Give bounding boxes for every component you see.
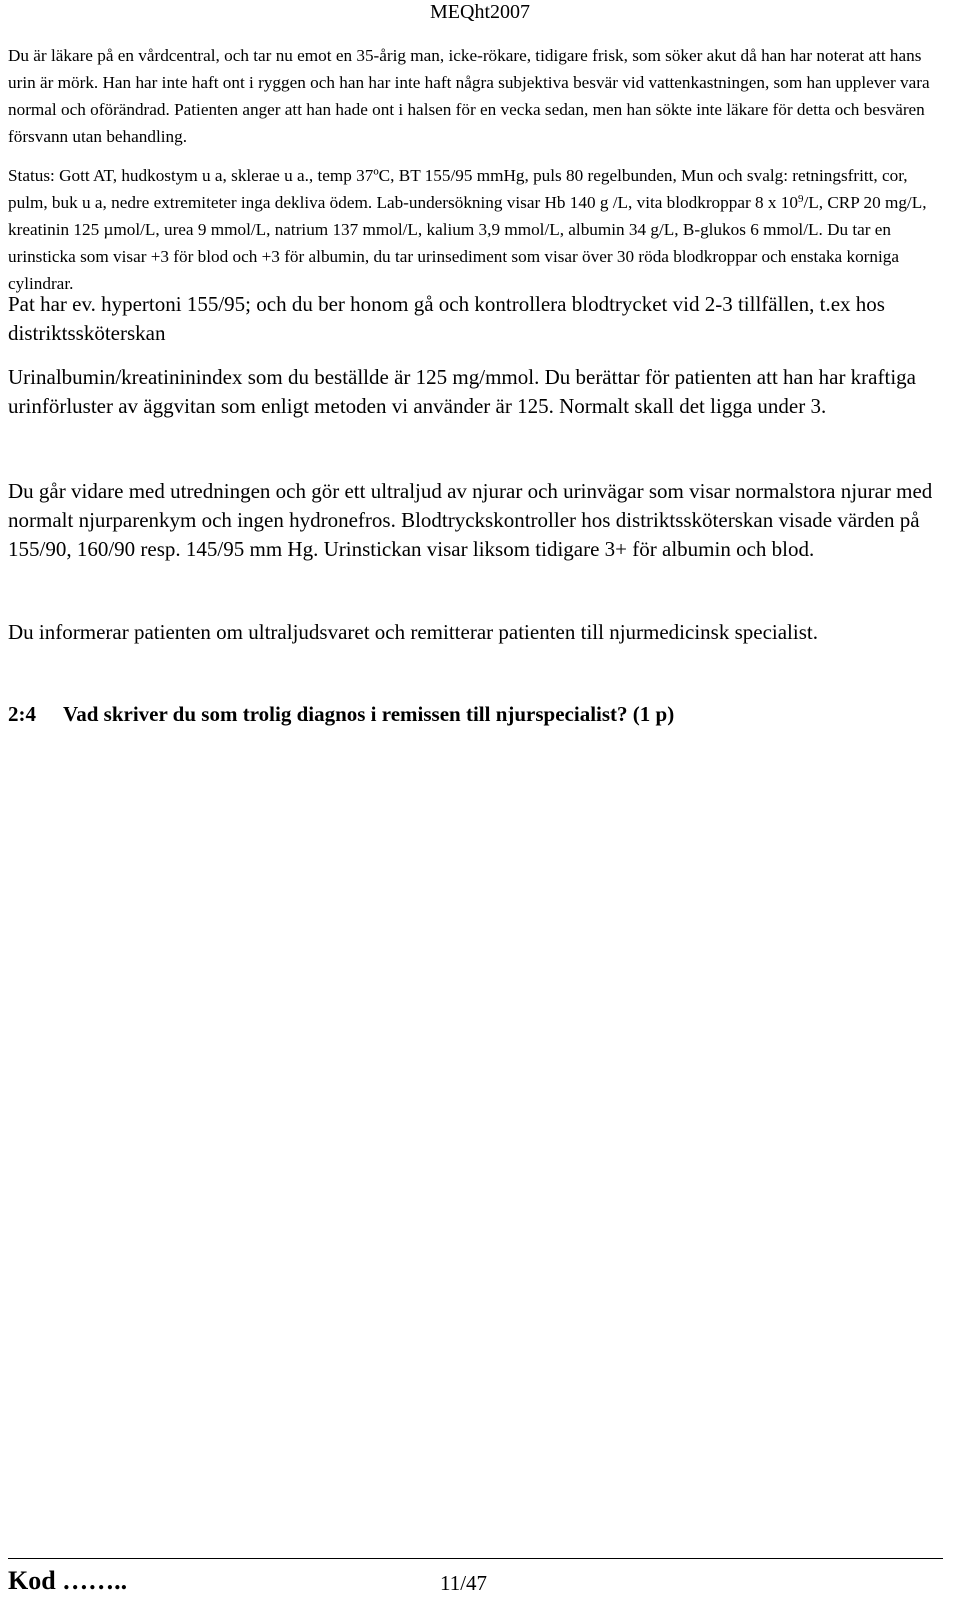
ultrasound-paragraph: Du går vidare med utredningen och gör ett ultraljud av njurar och urinvägar som visar normalstora njurar med normalt njurparenkym och ingen hydronefros. Blodtryckskontroller hos distriktssköterskan visade värden på 155/90, 160/90 resp. 145/95 mm Hg. Urinstickan visar liksom tidigare 3+ för albumin och blod. <box>8 479 933 561</box>
case-intro <box>8 42 943 297</box>
intro-paragraph: Du är läkare på en vårdcentral, och tar nu emot en 35-årig man, icke-rökare, tidigare frisk, som söker akut då han har noterat att hans urin är mörk. Han har inte haft ont i ryggen och han har inte haft några subjektiva besvär vid vattenkastningen, som han upplever vara normal och oförändrad. Patienten anger att han hade ont i halsen för en vecka sedan, men han sökte inte läkare för detta och besvären försvann utan behandling. <box>8 46 930 146</box>
question-heading <box>8 700 943 729</box>
page-header: MEQht2007 <box>430 1 530 23</box>
question-text: Vad skriver du som trolig diagnos i remissen till njurspecialist? (1 p) <box>63 702 675 726</box>
page-number: 11/47 <box>440 1571 488 1595</box>
referral-paragraph: Du informerar patienten om ultraljudsvaret och remitterar patienten till njurmedicinsk specialist. <box>8 620 818 644</box>
code-field-label: Kod …….. <box>8 1566 128 1595</box>
question-number: 2:4 <box>8 702 36 726</box>
hypertension-paragraph: Pat har ev. hypertoni 155/95; och du ber honom gå och kontrollera blodtrycket vid 2-3 tillfällen, t.ex hos distriktssköterskan <box>8 292 885 345</box>
status-text-part-1: Status: Gott AT, hudkostym u a, sklerae u a., temp 37ºC, BT 155/95 mmHg, puls 80 regelbunden, Mun och svalg: retningsfritt, cor, pulm, buk u a, nedre extremiteter inga dekliva ödem. Lab-undersökning visar Hb 140 g /L, vita blodkroppar 8 x 10 <box>8 166 908 212</box>
status-text-part-2: /L, CRP 20 mg/L, kreatinin 125 µmol/L, urea 9 mmol/L, natrium 137 mmol/L, kalium 3,9 mmol/L, albumin 34 g/L, B-glukos 6 mmol/L. Du tar en urinsticka som visar +3 för blod och +3 för albumin, du tar urinsediment som visar över 30 röda blodkroppar och enstaka korniga cylindrar. <box>8 193 927 293</box>
footer-divider <box>8 1558 943 1559</box>
exponent: 9 <box>797 193 804 205</box>
status-paragraph <box>8 162 943 297</box>
albumin-index-paragraph: Urinalbumin/kreatininindex som du beställde är 125 mg/mmol. Du berättar för patienten att han har kraftiga urinförluster av äggvitan som enligt metoden vi använder är 125. Normalt skall det ligga under 3. <box>8 365 916 418</box>
